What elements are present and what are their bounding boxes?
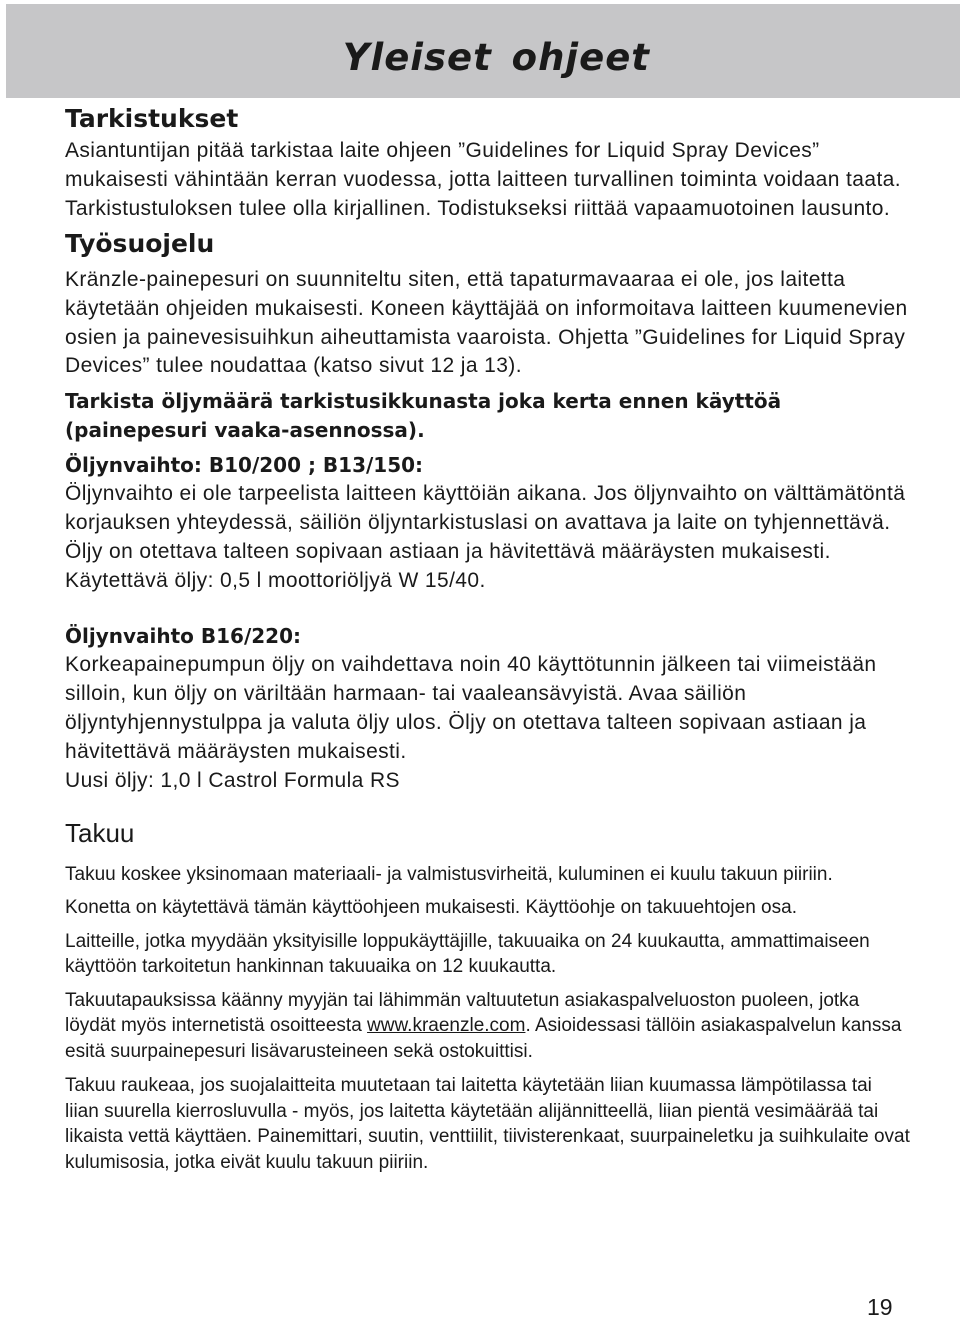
paragraph-tarkistukset: Asiantuntijan pitää tarkistaa laite ohjeen ”Guidelines for Liquid Spray Devices” mukaisesti vähintään kerran vuodessa, jotta laitteen turvallinen toiminta voidaan taata. Tarkistustuloksen tulee olla kirjallinen. Todistukseksi riittää vapaamuotoinen lausunto. [65,139,901,220]
paragraph-oljynvaihto-b16: Korkeapainepumpun öljy on vaihdettava noin 40 käyttötunnin jälkeen tai viimeistään silloin, kun öljy on väriltään harmaan- tai vaaleansävyistä. Avaa säiliön öljyntyhjennystulppa ja valuta öljy ulos. Öljy on otettava talteen sopivaan astiaan ja hävitettävä määräysten mukaisesti. [65,652,877,763]
paragraph-tyosuojelu: Kränzle-painepesuri on suunniteltu siten, että tapaturmavaaraa ei ole, jos laitetta käytetään ohjeiden mukaisesti. Koneen käyttäjää on informoitava laitteen kuumenevien osien ja painevesisuihkun aiheuttamista vaaroista. Ohjetta ”Guidelines for Liquid Spray Devices” tulee noudattaa (katso sivut 12 ja 13). [65,267,908,378]
paragraph-takuu-3: Laitteille, jotka myydään yksityisille loppukäyttäjille, takuuaika on 24 kuukautta, ammattimaiseen käyttöön tarkoitetun hankinnan takuuaika on 12 kuukautta. [65,930,870,977]
heading-tyosuojelu: Työsuojelu [65,228,215,258]
heading-tarkistukset: Tarkistukset [65,104,239,133]
page-title: Yleiset ohjeet [342,36,650,79]
paragraph-takuu-2: Konetta on käytettävä tämän käyttöohjeen mukaisesti. Käyttöohje on takuuehtojen osa. [65,897,797,918]
page-content [65,100,910,1175]
oil-level-notice: Tarkista öljymäärä tarkistusikkunasta joka kerta ennen käyttöä (painepesuri vaaka-asennossa). [65,389,782,443]
paragraph-takuu-1: Takuu koskee yksinomaan materiaali- ja valmistusvirheitä, kuluminen ei kuulu takuun piiriin. [65,863,833,885]
oil-spec-b16: Uusi öljy: 1,0 l Castrol Formula RS [65,768,400,792]
heading-oljynvaihto-b10: Öljynvaihto: B10/200 ; B13/150: [65,453,424,478]
heading-takuu: Takuu [65,817,135,848]
paragraph-oljynvaihto-b10: Öljynvaihto ei ole tarpeelista laitteen käyttöiän aikana. Jos öljynvaihto on välttämätöntä korjauksen yhteydessä, säiliön öljyntarkistuslasi on avattava ja laite on tyhjennettävä. Öljy on otettava talteen sopivaan astiaan ja hävitettävä määräysten mukaisesti. [65,482,906,564]
oil-spec-b10: Käytettävä öljy: 0,5 l moottoriöljyä W 15/40. [65,569,486,593]
takuu-4-text-after: . Asioidessasi tällöin asiakaspalvelun kanssa esitä suurpainepesuri lisävarusteineen sekä ostokuittisi. [65,1015,902,1062]
takuu-4-text-before: Takuutapauksissa käänny myyjän tai lähimmän valtuutetun asiakaspalveluoston puoleen, jotka löydät myös internetistä osoitteesta [65,989,860,1036]
kraenzle-website-link[interactable]: www.kraenzle.com [367,1015,526,1036]
page-number: 19 [867,1294,893,1320]
heading-oljynvaihto-b16: Öljynvaihto B16/220: [65,623,302,648]
paragraph-takuu-5: Takuu raukeaa, jos suojalaitteita muutetaan tai laitetta käytetään liian kuumassa lämpötilassa tai liian suurella kierrosluvulla - myös, jos laitetta käytetään alijännitteellä, liian pientä vesimäärää tai likaista vettä käyttäen. Painemittari, suutin, venttiilit, tiivisterenkaat, suurpaineletku ja suihkulaite ovat kulumisosia, jotka eivät kuulu takuun piiriin. [65,1075,910,1173]
paragraph-takuu-4 [65,988,910,1065]
